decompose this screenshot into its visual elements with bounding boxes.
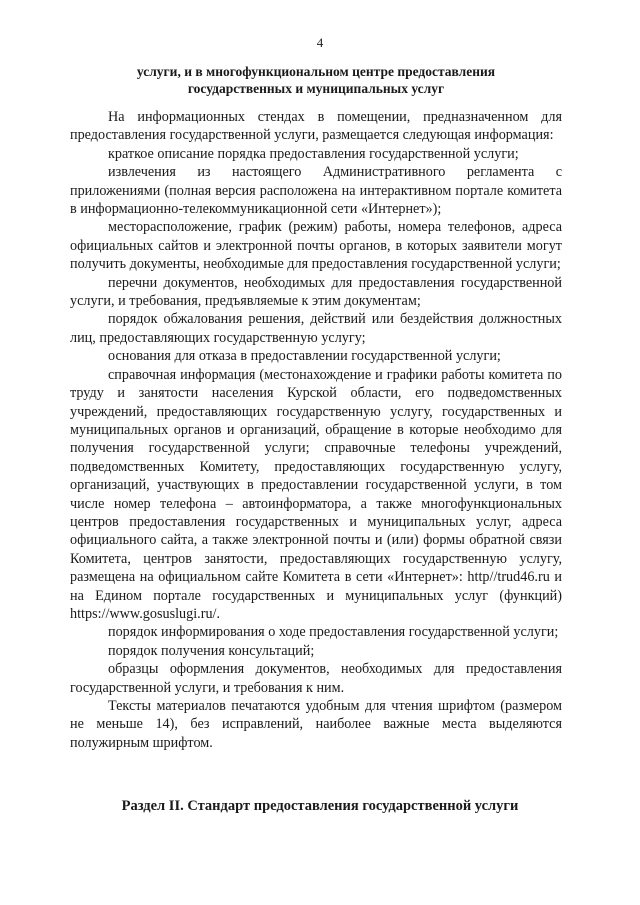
paragraph: краткое описание порядка предоставления государственной услуги; (108, 145, 519, 162)
section-title: Раздел II. Стандарт предоставления государственной услуги (121, 798, 519, 814)
page-number: 4 (316, 35, 324, 50)
paragraph: порядок получения консультаций; (108, 642, 315, 659)
paragraph: Тексты материалов печатаются удобным для чтения шрифтом (размером не меньше 14), без исправлений, наиболее важные места выделяются полужирным шрифтом. (70, 698, 562, 751)
paragraph: На информационных стендах в помещении, предназначенном для предоставления государственной услуги, размещается следующая информация: (70, 109, 562, 144)
paragraph: перечни документов, необходимых для предоставления государственной услуги, и требования, предъявляемые к этим документам; (70, 274, 562, 310)
body-text (70, 108, 562, 752)
paragraph: месторасположение, график (режим) работы, номера телефонов, адреса официальных сайтов и электронной почты органов, в которых заявители могут получить документы, необходимые для предоставления государственной услуги; (70, 219, 562, 273)
paragraph: извлечения из настоящего Административного регламента с приложениями (полная версия расположена на интерактивном портале комитета в информационно-телекоммуникационной сети «Интернет»); (70, 164, 562, 218)
paragraph: справочная информация (местонахождение и графики работы комитета по труду и занятости населения Курской области, его подведомственных учреждений, предоставляющих государственную услугу, государственных и муниципальных органов и организаций, обращение в которые необходимо для получения государственной услуги; справочные телефоны учреждений, подведомственных Комитету, предоставляющих государственную услугу, организаций, участвующих в предоставлении государственной услуги, в том числе номер телефона – автоинформатора, а также многофункциональных центров предоставления государственных и муниципальных услуг, адреса официального сайта, а также электронной почты и (или) формы обратной связи Комитета, центров занятости, предоставляющих государственную услугу, размещена на официальном сайте Комитета в сети «Интернет»: http//trud46.ru и на Едином портале государственных и муниципальных услуг (функций) https://www.gosuslugi.ru/. (70, 366, 562, 622)
paragraph: образцы оформления документов, необходимых для предоставления государственной услуги, и требования к ним. (70, 661, 562, 696)
section-heading (70, 63, 562, 97)
paragraph: порядок обжалования решения, действий или бездействия должностных лиц, предоставляющих государственную услугу; (70, 311, 562, 346)
paragraph: порядок информирования о ходе предоставления государственной услуги; (108, 624, 559, 641)
heading-line-2: государственных и муниципальных услуг (187, 81, 445, 96)
paragraph: основания для отказа в предоставлении государственной услуги; (108, 348, 501, 365)
heading-line-1: услуги, и в многофункциональном центре предоставления (136, 64, 496, 79)
